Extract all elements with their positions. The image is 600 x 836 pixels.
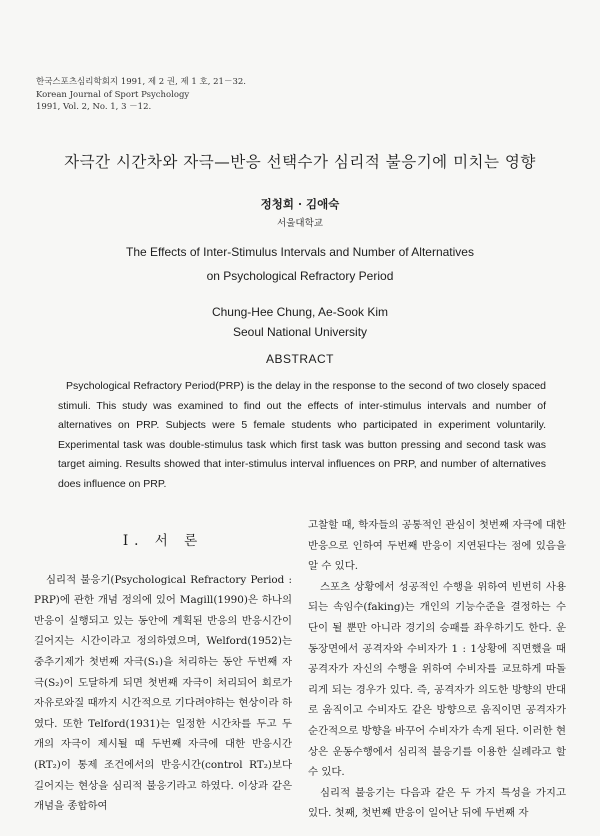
left-paragraph-1: 심리적 불응기(Psychological Refractory Period : PRP)에 관한 개념 정의에 있어 Magill(1990)은 하나의 반응이 실행되고 있는 동안에 계획된 반응의 반응시간이 길어지는 시간이라고 정의하였으며, Welford(1952)는 중추기제가 첫번째 자극(S₁)을 처리하는 동안 두번째 자극(S₂)이 도달하게 되면 첫번째 자극이 처리되어 회로가 자유로와질 때까지 시간적으로 기다려야하는 현상이라 하였다. 또한 Telford(1931)는 일정한 시간차를 두고 두 개의 자극이 제시될 때 두번째 자극에 대한 반응시간(RT₂)이 통제 조건에서의 반응시간(control RT₂)보다 길어지는 현상을 심리적 불응기라고 하였다. 이상과 같은 개념을 종합하여	[34, 573, 292, 813]
journal-line-english: Korean Journal of Sport Psychology	[36, 89, 190, 100]
left-column	[34, 515, 292, 817]
journal-volume-line: 1991, Vol. 2, No. 1, 3 －12.	[36, 102, 152, 112]
english-affiliation: Seoul National University	[232, 325, 368, 339]
abstract-body	[58, 377, 546, 494]
abstract-paragraph: Psychological Refractory Period(PRP) is the delay in the response to the second of two closely spaced stimuli. This study was examined to find out the effects of inter-stimulus intervals and number of alternatives on PRP. Subjects were 5 female students who participated in experiment voluntarily. Experimental task was double-stimulus task which first task was button pressing and second task was target aiming. Results showed that inter-stimulus interval influences on PRP, and number of alternatives does influence on PRP.	[58, 380, 546, 490]
section-heading-introduction: I. 서 론	[122, 533, 204, 549]
english-authors: Chung-Hee Chung, Ae-Sook Kim	[211, 305, 389, 319]
journal-citation	[36, 76, 246, 114]
english-title	[0, 240, 600, 288]
journal-line-korean: 한국스포츠심리학회지 1991, 제 2 권, 제 1 호, 21－32.	[36, 77, 246, 87]
english-title-line-2: on Psychological Refractory Period	[206, 269, 394, 283]
right-paragraph-3: 심리적 불응기는 다음과 같은 두 가지 특성을 가지고 있다. 첫째, 첫번째 반응이 일어난 뒤에 두번째 자	[308, 786, 566, 820]
english-author-block	[0, 302, 600, 342]
korean-affiliation: 서울대학교	[277, 218, 323, 229]
korean-authors: 정청희 · 김애숙	[260, 197, 340, 211]
right-column	[308, 515, 566, 824]
right-paragraph-1: 고찰할 때, 학자들의 공통적인 관심이 첫번째 자극에 대한 반응으로 인하여 두번째 반응이 지연된다는 점에 있음을 알 수 있다.	[308, 519, 566, 573]
korean-title: 자극간 시간차와 자극—반응 선택수가 심리적 불응기에 미치는 영향	[64, 153, 536, 171]
right-paragraph-2: 스포츠 상황에서 성공적인 수행을 위하여 빈번히 사용되는 속임수(faking)는 개인의 기능수준을 결정하는 수단이 될 뿐만 아니라 경기의 승패를 좌우하기도 한다. 운동장면에서 공격자와 수비자가 1 : 1상황에 직면했을 때 공격자가 자신의 수행을 위하여 수비자를 교묘하게 따돌리게 되는 경우가 있다. 즉, 공격자가 의도한 방향의 반대로 움직이고 수비자도 같은 방향으로 움직이면 공격자가 순간적으로 방향을 바꾸어 수비자가 속게 된다. 이러한 현상은 운동수행에서 심리적 불응기를 이용한 실례라고 할 수 있다.	[308, 580, 566, 779]
abstract-heading: ABSTRACT	[265, 352, 334, 366]
english-title-line-1: The Effects of Inter-Stimulus Intervals and Number of Alternatives	[126, 245, 474, 259]
